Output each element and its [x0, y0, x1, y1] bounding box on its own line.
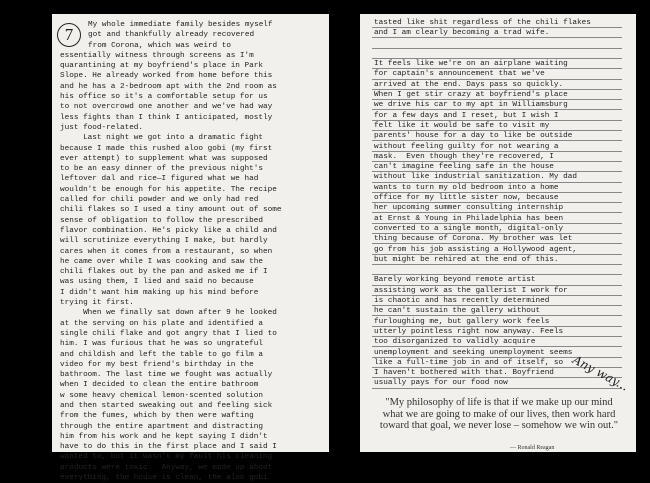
text-line: for a few days and I reset, but I wish I [374, 111, 559, 120]
text-line: furloughing me, but gallery work feels [374, 317, 550, 326]
text-line: video for my best friend's birthday in the [60, 360, 254, 369]
text-line: Last night we got into a dramatic fight [60, 134, 263, 143]
left-page-text [60, 20, 281, 483]
text-line: cares when it comes from a restaurant, so when [60, 247, 273, 256]
right-page-text [374, 18, 591, 389]
quote-attribution: — Ronald Reagan [510, 445, 555, 451]
text-line: ever attempt) to supplement what was supposed [60, 154, 268, 163]
text-line: can't imagine feeling safe in the house [374, 163, 554, 172]
text-line: Barely working beyond remote artist [374, 276, 536, 285]
text-line: everything, the house is clean, the aloo gobi [60, 474, 268, 483]
text-line: arrived at the end. Days pass so quickly. [374, 80, 564, 89]
text-line: single chili flake and got angry that I lied to [60, 329, 277, 338]
page-number: 7 [64, 25, 74, 44]
text-line: converted to a single month, digital-only [374, 224, 564, 233]
text-line: chili flakes out by the pan and asked me if I [60, 268, 268, 277]
text-line: and then started sweaking out and feeling sick [60, 401, 273, 410]
text-line: quarantining at my boyfriend's place in Park [60, 62, 263, 71]
text-line: him from his work and he kept saying I didn't [60, 432, 268, 441]
text-line: and I am clearly becoming a trad wife. [374, 29, 550, 38]
text-line: without feeling guilty for not wearing a [374, 142, 559, 151]
text-line: chili flakes so I used a tiny amount out of some [60, 206, 282, 215]
text-line: wants to turn my old bedroom into a home [374, 183, 559, 192]
text-line: wanted to, but it wasn't my fault his cleaning [60, 453, 273, 462]
text-line: Slope. He already worked from home before this [60, 72, 273, 81]
text-line: office for my little sister now, because [374, 194, 559, 203]
text-line: It feels like we're on an airplane waiting [374, 60, 568, 69]
text-line [374, 49, 591, 59]
text-line: mask. Even though they're recovered, I [374, 152, 554, 161]
text-line: When we finally sat down after 9 he looked [60, 309, 277, 318]
text-line: bathroom. The last time we fought was actually [60, 371, 273, 380]
text-line: for captain's announcement that we've [374, 70, 545, 79]
text-line: will scrutinize everything I make, but hardly [60, 237, 268, 246]
text-line: just food-related. [60, 123, 144, 132]
text-line: flavor combination. He's picky like a child and [60, 226, 277, 235]
left-page [52, 14, 329, 483]
text-line: tasted like shit regardless of the chili flakes [374, 19, 591, 27]
text-line [374, 39, 591, 49]
text-line: sense of obligation to follow the prescribed [60, 216, 263, 225]
text-line: him. I was furious that he was so ungrateful [60, 340, 263, 349]
text-line: from the fumes, which by then were wafting [60, 412, 254, 421]
text-line: assisting work as the gallerist I work for [374, 286, 568, 295]
text-line: called for chili powder and we only had red [60, 196, 259, 205]
text-line: leftover dal and rice—I figured what we had [60, 175, 259, 184]
text-line: w some heavy chemical lemon-scented solution [60, 391, 263, 400]
text-line: we drive his car to my apt in Williamsburg [374, 101, 568, 110]
text-line: have to do this in the first place and I said I [60, 443, 277, 452]
text-line: through the entire apartment and distracting [60, 422, 263, 431]
text-line: got and thankfully already recovered [88, 31, 255, 40]
text-line: essentially witness through screens as I'm [60, 51, 254, 60]
text-line: like a full-time job in and of itself, so [374, 358, 564, 367]
text-line: I haven't bothered with that. Boyfriend [374, 369, 554, 378]
text-line: without like industrial sanitization. My dad [374, 173, 577, 182]
text-line: was using them, I lied and said no because [60, 278, 254, 287]
text-line: at the serving on his plate and identified a [60, 319, 263, 328]
text-line: I didn't want him making up his mind before [60, 288, 259, 297]
text-line: products were toxic. Anyway, we made up about [60, 463, 273, 472]
text-line: unemployment and seeking unemployment seems [374, 348, 573, 357]
text-line: when I decided to clean the entire bathroom [60, 381, 259, 390]
text-line: and childish and left the table to go film a [60, 350, 263, 359]
text-line [374, 265, 591, 275]
text-line: but might be rehired at the end of this. [374, 255, 559, 264]
text-line: from Corona, which was weird to [88, 41, 232, 50]
text-line: is chaotic and has recently determined [374, 297, 550, 306]
text-line: usually pays for our food now [374, 379, 508, 388]
text-line: utterly pointless right now anyway. Feels [374, 327, 564, 336]
quote-text: "My philosophy of life is that if we make up our mind what we are going to make of our lives, then work hard toward that goal, we never lose – somehow we win out." [379, 397, 619, 431]
text-line: he came over while I was cooking and saw the [60, 257, 263, 266]
handwritten-anyway: Any way... [570, 352, 631, 394]
text-line: too disorganized to validly acquire [374, 338, 536, 347]
text-line: wouldn't be enough for his appetite. The recipe [60, 185, 277, 194]
text-line: and he has a 2-bedroom apt with the 2nd room as [60, 82, 277, 91]
text-line: her upcoming summer consulting internship [374, 204, 564, 213]
text-line: My whole immediate family besides myself [88, 21, 273, 29]
text-line: parents' house for a day to like be outside [374, 132, 573, 141]
text-line: trying it first. [60, 299, 134, 308]
text-line: because I made this rushed aloo gobi (my first [60, 144, 273, 153]
text-line: When I get stir crazy at boyfriend's place [374, 91, 568, 100]
text-line: go from his job assisting a Hollywood agent, [374, 245, 577, 254]
text-line: thing because of Corona. My brother was let [374, 235, 573, 244]
text-line: he can't sustain the gallery without [374, 307, 541, 316]
text-line: felt like it would be safe to visit my [374, 121, 550, 130]
text-line: to be an easy dinner of the previous night's [60, 165, 263, 174]
text-line: at Ernst & Young in Philadelphia has been [374, 214, 564, 223]
text-line: his office so it's a comfortable setup for us [60, 93, 268, 102]
text-line: less fights than I think I anticipated, mostly [60, 113, 273, 122]
right-page [360, 14, 636, 452]
text-line: to not overcrowd one another and we've had way [60, 103, 273, 112]
